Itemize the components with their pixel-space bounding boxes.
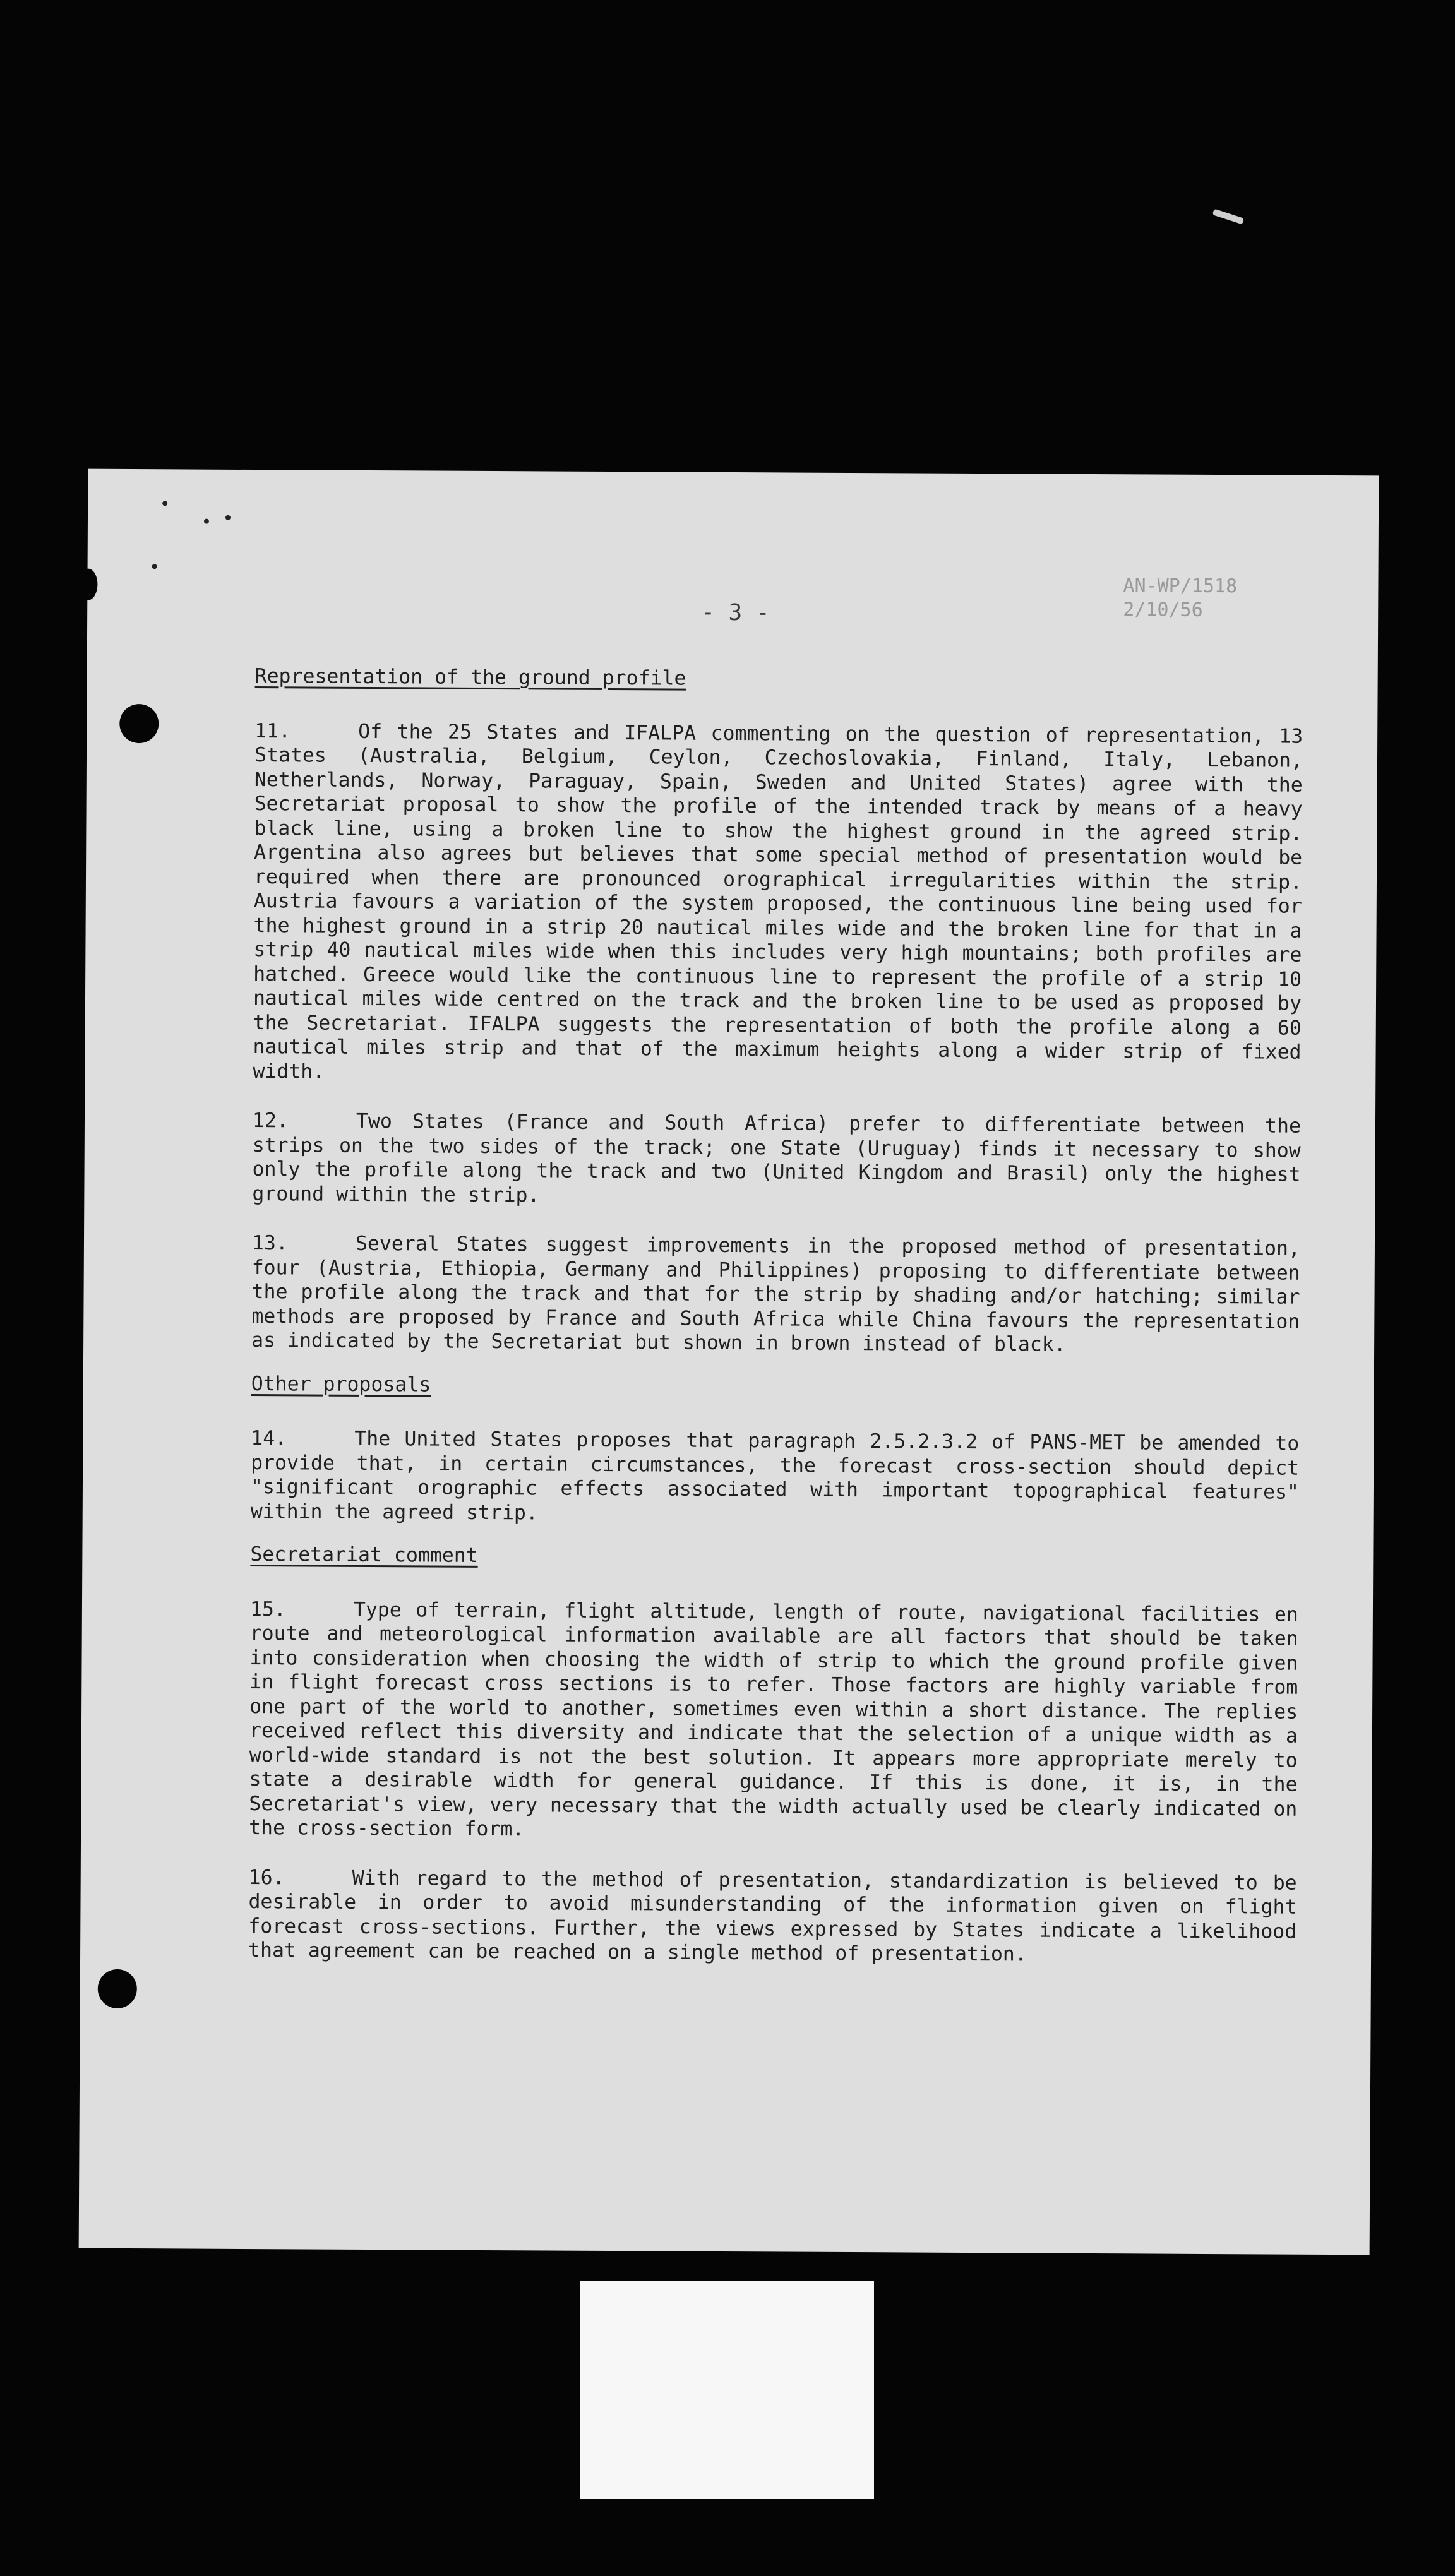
paragraph-text: The United States proposes that paragraph 2.5.2.3.2 of PANS-MET be amended to provide that, in certain circumstances, the forecast cross-section should depict "significant orographic effects associated with important topographical features" within the agreed strip. (250, 1427, 1300, 1524)
paragraph-text: Type of terrain, flight altitude, length of route, navigational facilities en route and meteorological information available are all factors that should be taken into consideration when choosing the width of strip to which the ground profile given in flight forecast cross sections is to refer. Those factors are highly variable from one part of the world to another, sometimes even within a short distance. The replies received reflect this diversity and indicate that the selection of a unique width as a world-wide standard is not the best solution. It appears more appropriate merely to state a desirable width for general guidance. If this is done, it is, in the Secretariat's view, very necessary that the width actually used be clearly indicated on the cross-section form. (249, 1598, 1299, 1841)
document-ref-code: AN-WP/1518 (1123, 575, 1238, 598)
blank-white-card (580, 2281, 874, 2499)
document-ref-date: 2/10/56 (1123, 599, 1203, 621)
dust-speck (204, 519, 209, 524)
paragraph-number: 14. (251, 1427, 287, 1450)
document-page (79, 469, 1379, 2255)
paragraph-text: Two States (France and South Africa) prefer to differentiate between the strips on the two sides of the track; one State (Uruguay) finds it necessary to show only the profile along the track and two (United Kingdom and Brasil) only the highest ground within the strip. (252, 1109, 1302, 1207)
paragraph-number: 13. (251, 1232, 288, 1255)
dust-speck (152, 564, 157, 569)
film-scratch-mark (1212, 209, 1245, 225)
page-edge-notch (78, 569, 97, 600)
paragraph-14 (251, 1426, 1300, 1529)
paragraph-number: 12. (252, 1109, 289, 1133)
document-reference (1123, 574, 1237, 623)
dust-speck (162, 501, 167, 506)
page-number: - 3 - (701, 599, 770, 626)
paragraph-text: Of the 25 States and IFALPA commenting on the question of representation, 13 States (Australia, Belgium, Ceylon, Czechoslovakia, Finland, Italy, Lebanon, Netherlands, Norway, Paraguay, Spain, Sweden and United States) agree with the Secretariat proposal to show the profile of the intended track by means of a heavy black line, using a broken line to show the highest ground in the agreed strip. Argentina also agrees but believes that some special method of presentation would be required when there are pronounced orographical irregularities within the strip. Austria favours a variation of the system proposed, the continuous line being used for the highest ground in a strip 20 nautical miles wide and the broken line for that in a strip 40 nautical miles wide when this includes very high mountains; both profiles are hatched. Greece would like the continuous line to represent the profile of a strip 10 nautical miles wide centred on the track and the broken line to be used as proposed by the Secretariat. IFALPA suggests the representation of both the profile along a 60 nautical miles strip and that of the maximum heights along a wider strip of fixed width. (253, 720, 1303, 1083)
paragraph-13 (251, 1231, 1300, 1358)
paragraph-12 (252, 1109, 1301, 1212)
section-heading: Secretariat comment (250, 1543, 478, 1567)
document-body (248, 664, 1303, 1993)
punch-hole-top (119, 704, 159, 743)
paragraph-text: With regard to the method of presentation, standardization is believed to be desirable in order to avoid misunderstanding of the information given on flight forecast cross-sections. Further, the views expressed by States indicate a likelihood that agreement can be reached on a single method of presentation. (248, 1866, 1297, 1966)
paragraph-number: 16. (248, 1866, 285, 1889)
paragraph-number: 11. (254, 719, 291, 742)
section-heading: Other proposals (251, 1372, 431, 1397)
paragraph-11 (253, 719, 1303, 1089)
paragraph-16 (248, 1866, 1297, 1969)
section-heading: Representation of the ground profile (254, 665, 686, 690)
paragraph-number: 15. (249, 1597, 286, 1621)
paragraph-text: Several States suggest improvements in the proposed method of presentation, four (Austria, Ethiopia, Germany and Philippines) proposing to differentiate between the profile along the track and that for the strip by shading and/or hatching; similar methods are proposed by France and South Africa while China favours the representation as indicated by the Secretariat but shown in brown instead of black. (251, 1232, 1301, 1356)
paragraph-15 (249, 1597, 1298, 1846)
punch-hole-bottom (98, 1969, 137, 2008)
dust-speck (225, 515, 231, 520)
